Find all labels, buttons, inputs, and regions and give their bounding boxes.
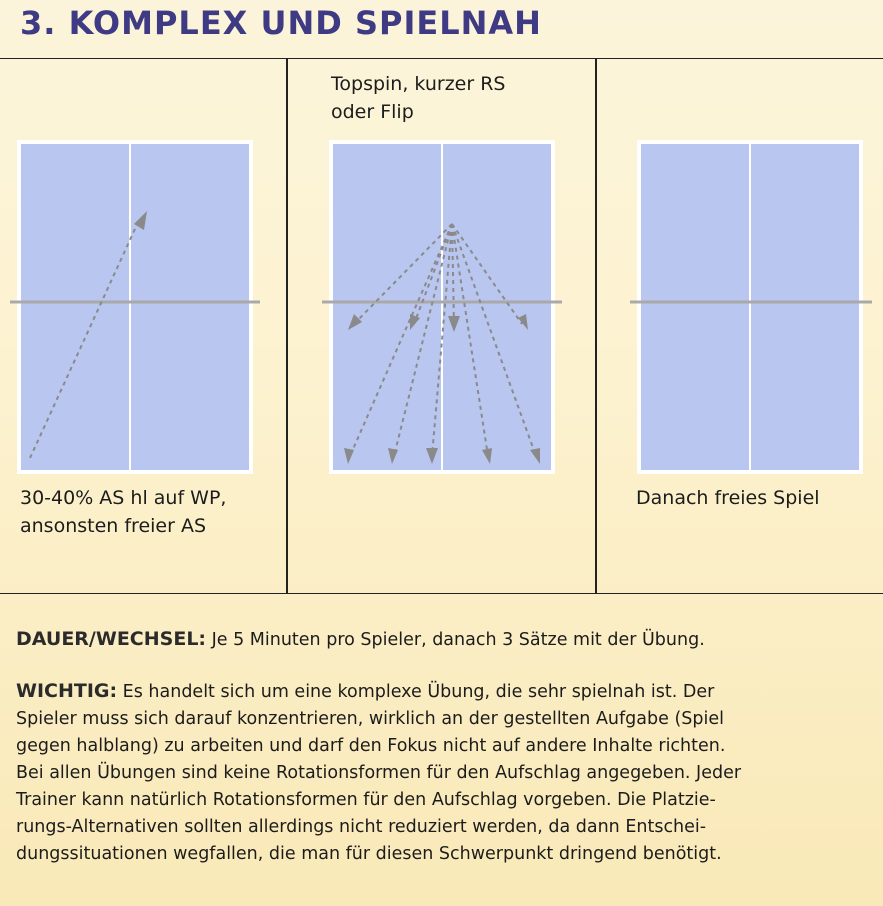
panel-divider xyxy=(286,58,288,594)
panel-divider xyxy=(595,58,597,594)
panel-2-label xyxy=(331,70,505,126)
wichtig-paragraph xyxy=(16,678,741,868)
wichtig-line: gegen halblang) zu arbeiten und darf den Fokus nicht auf andere Inhalte richten. xyxy=(16,736,726,756)
table-diagram-2 xyxy=(322,138,562,478)
wichtig-keyword: WICHTIG: xyxy=(16,680,118,702)
wichtig-line: Bei allen Übungen sind keine Rotationsformen für den Aufschlag angegeben. Jeder xyxy=(16,763,742,783)
wichtig-text: Es handelt sich um eine komplexe Übung, die sehr spielnah ist. Der xyxy=(117,682,715,702)
panel-1-label xyxy=(20,484,226,540)
panel-1-label-line: 30-40% AS hl auf WP, xyxy=(20,487,227,509)
panel-1-label-line: ansonsten freier AS xyxy=(20,515,207,537)
wichtig-line: Spieler muss sich darauf konzentrieren, wirklich an der gestellten Aufgabe (Spiel xyxy=(16,709,724,729)
section-title: 3. KOMPLEX UND SPIELNAH xyxy=(20,4,542,42)
panel-3-label xyxy=(636,484,820,512)
wichtig-line xyxy=(16,678,741,706)
table-diagram-3 xyxy=(630,138,872,478)
panel-3-label-line: Danach freies Spiel xyxy=(636,487,820,509)
dauer-text: Je 5 Minuten pro Spieler, danach 3 Sätze mit der Übung. xyxy=(206,630,705,650)
wichtig-line: Trainer kann natürlich Rotationsformen für den Aufschlag vorgeben. Die Platzie- xyxy=(16,790,716,810)
panel-2-label-line: oder Flip xyxy=(331,101,414,123)
dauer-wechsel-paragraph xyxy=(16,626,705,654)
wichtig-line: rungs-Alternativen sollten allerdings nicht reduziert werden, da dann Entschei- xyxy=(16,817,707,837)
wichtig-line: dungssituationen wegfallen, die man für diesen Schwerpunkt dringend benötigt. xyxy=(16,844,722,864)
dauer-keyword: DAUER/WECHSEL: xyxy=(16,628,207,650)
dauer-line xyxy=(16,626,705,654)
table-surface xyxy=(19,142,251,472)
table-diagram-1 xyxy=(10,138,260,478)
panel-2-label-line: Topspin, kurzer RS xyxy=(331,73,506,95)
